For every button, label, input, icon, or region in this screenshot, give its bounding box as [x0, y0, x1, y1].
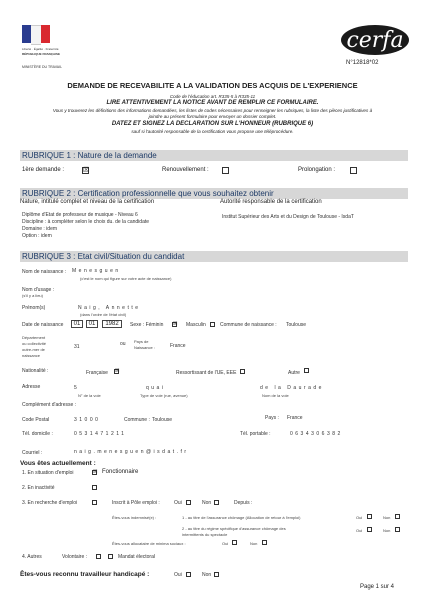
elected-checkbox[interactable]: [108, 554, 113, 559]
street-type-value[interactable]: quai: [146, 385, 166, 391]
job-seeking-label: 3. En recherche d'emploi: [22, 500, 78, 506]
logo-ministry: MINISTÈRE DU TRAVAIL: [22, 65, 63, 69]
commune-value[interactable]: Toulouse: [152, 417, 173, 423]
intro-line-2: joindre au présent formulaire pour envoyer un dossier complet.: [148, 114, 277, 119]
indemn1-yes-checkbox[interactable]: [367, 514, 372, 519]
first-name-value[interactable]: Naig, Annette: [78, 305, 141, 311]
indemn1-yes-label: Oui: [356, 515, 363, 520]
page-number: Page 1 sur 4: [360, 584, 395, 590]
disabled-worker-label: Êtes-vous reconnu travailleur handicapé :: [20, 571, 150, 578]
dob-label: Date de naissance: [22, 322, 64, 328]
sign-instruction-sub: sauf si l'autorité responsable de la certification vous propose une téléprocédure.: [131, 129, 294, 134]
certification-line-2: Discipline : à compléter selon le choix du. de la candidate: [22, 219, 150, 225]
nationality-value: Française: [86, 370, 108, 376]
logo-republic: RÉPUBLIQUE FRANÇAISE: [22, 52, 61, 56]
indemnified-option-2a: 2 - au titre du régime spécifique d'assurance chômage des: [182, 526, 286, 531]
street-name-hint: Nom de la voie: [262, 393, 289, 398]
other-nationality-checkbox[interactable]: [304, 368, 309, 373]
dob-day[interactable]: 01: [71, 320, 83, 328]
sign-instruction: DATEZ ET SIGNEZ LA DECLARATION SUR L'HONNEUR (RUBRIQUE 6): [111, 121, 314, 127]
birth-name-hint: (c'est le nom qui figure sur votre acte de naissance): [80, 276, 172, 281]
disabled-yes-checkbox[interactable]: [186, 572, 191, 577]
commune-label: Commune :: [124, 417, 150, 423]
cerfa-number: N°12818*02: [346, 60, 379, 66]
first-name-hint: (dans l'ordre de l'état civil): [80, 312, 127, 317]
volunteer-checkbox[interactable]: [96, 554, 101, 559]
dept-label-4: naissance: [22, 353, 41, 358]
employed-checkbox[interactable]: ☒: [93, 469, 98, 475]
rubrique-2-heading: RUBRIQUE 2 : Certification professionnelle que vous souhaitez obtenir: [20, 188, 408, 199]
extension-checkbox[interactable]: [350, 167, 357, 174]
renewal-checkbox[interactable]: [222, 167, 229, 174]
dob-year[interactable]: 1982: [102, 320, 122, 328]
disabled-no-label: Non: [202, 572, 212, 578]
pole-no-checkbox[interactable]: [214, 500, 219, 505]
job-seeking-checkbox[interactable]: [92, 500, 97, 505]
minima-label: Êtes-vous allocataire de minima sociaux :: [112, 541, 186, 546]
inactive-checkbox[interactable]: [92, 485, 97, 490]
mobile-phone-label: Tél. portable :: [240, 431, 271, 437]
address-label: Adresse: [22, 384, 41, 390]
indemn1-no-label: Non: [383, 515, 391, 520]
disabled-yes-label: Oui: [174, 572, 182, 578]
first-name-label: Prénom(s): [22, 305, 46, 311]
sex-male-checkbox[interactable]: [210, 322, 215, 327]
street-number-hint: N° de la voie: [78, 393, 101, 398]
country-value[interactable]: France: [170, 343, 186, 349]
certification-line-1: Diplôme d'Etat de professeur de musique - Niveau 6: [22, 212, 138, 218]
birth-town-value[interactable]: Toulouse: [286, 322, 307, 328]
other-situation-label: 4. Autres: [22, 554, 42, 560]
certification-line-3: Domaine : idem: [22, 226, 58, 232]
pole-yes-label: Oui: [174, 500, 182, 506]
rubrique-1-heading: RUBRIQUE 1 : Nature de la demande: [20, 150, 408, 161]
dept-label-3: outre-mer de: [22, 347, 45, 352]
postal-code-value[interactable]: 31000: [74, 417, 101, 423]
birth-town-label: Commune de naissance :: [220, 322, 277, 328]
pole-emploi-label: Inscrit à Pôle emploi :: [112, 500, 160, 506]
indemnified-label: Êtes-vous indemnisé(e) :: [112, 515, 157, 520]
street-number-value[interactable]: 5: [74, 385, 77, 391]
elected-label: Mandat électoral: [118, 554, 155, 560]
dob-month[interactable]: 01: [86, 320, 98, 328]
dept-label-2: ou collectivité: [22, 341, 47, 346]
first-request-checkbox[interactable]: ☒: [83, 167, 90, 174]
home-phone-value[interactable]: 0531471211: [74, 431, 127, 437]
indemn1-no-checkbox[interactable]: [395, 514, 400, 519]
disabled-no-checkbox[interactable]: [214, 572, 219, 577]
authority-column-label: Autorité responsable de la certification: [220, 199, 322, 205]
intro-line-1: Vous y trouverez les définitions des informations demandées, les listes de codes nécessaires pour renseigner les rubriques, la liste des pièces justificatives à: [52, 108, 373, 113]
country-label-1: Pays de: [134, 339, 149, 344]
pole-yes-checkbox[interactable]: [186, 500, 191, 505]
renewal-label: Renouvellement :: [162, 167, 209, 173]
or-label: ou: [120, 341, 126, 347]
employed-label: 1. En situation d'emploi: [22, 470, 74, 476]
french-flag-icon: [22, 25, 50, 43]
notice-line: LIRE ATTENTIVEMENT LA NOTICE AVANT DE REMPLIR CE FORMULAIRE.: [106, 100, 319, 106]
postal-code-label: Code Postal: [22, 417, 50, 423]
usage-name-hint: (s'il y a lieu): [22, 293, 43, 298]
dept-value[interactable]: 31: [74, 344, 80, 350]
cerfa-logo: cerfa: [341, 25, 409, 55]
sex-male-label: Masculin: [186, 322, 206, 328]
indemn2-no-checkbox[interactable]: [395, 527, 400, 532]
birth-name-value[interactable]: Menesguen: [72, 268, 121, 274]
street-name-value[interactable]: de la Daurade: [260, 385, 324, 391]
code-reference: Code de l'éducation art. R335-5 à R335-11: [169, 94, 256, 99]
dept-label-1: Département: [22, 335, 46, 340]
minima-no-checkbox[interactable]: [262, 540, 267, 545]
rubrique-3-heading: RUBRIQUE 3 : Etat civil/Situation du candidat: [20, 251, 408, 262]
currently-heading: Vous êtes actuellement :: [20, 460, 96, 467]
email-label: Courriel :: [22, 450, 43, 456]
volunteer-label: Volontaire :: [62, 554, 88, 560]
certification-column-label: Nature, intitulé complet et niveau de la certification: [20, 199, 155, 205]
minima-no-label: Non: [250, 541, 258, 546]
mobile-phone-value[interactable]: 0634306382: [290, 431, 343, 437]
inactive-label: 2. En inactivité: [22, 485, 55, 491]
eu-label: Ressortissant de l'UE, EEE: [176, 370, 237, 376]
minima-yes-label: Oui: [222, 541, 229, 546]
first-request-label: 1ère demande :: [22, 167, 65, 173]
birth-name-label: Nom de naissance :: [22, 269, 67, 275]
certification-line-4: Option : idem: [22, 233, 52, 239]
eu-checkbox[interactable]: [240, 369, 245, 374]
indemn2-yes-label: Oui: [356, 528, 363, 533]
indemnified-option-1: 1 - au titre de l'assurance chômage (Allocation de retour à l'emploi): [182, 515, 301, 520]
sex-female-checkbox[interactable]: ☒: [173, 321, 178, 327]
address-complement-label: Complément d'adresse :: [22, 402, 77, 408]
country-label-2: Naissance :: [134, 345, 155, 350]
nationality-label: Nationalité :: [22, 368, 49, 374]
sex-female-label: Sexe : Féminin: [130, 322, 164, 328]
pole-no-label: Non: [202, 500, 212, 506]
indemn2-no-label: Non: [383, 528, 391, 533]
extension-label: Prolongation :: [298, 167, 336, 173]
since-label: Depuis :: [234, 500, 253, 506]
republique-logo: [22, 25, 80, 71]
other-nationality-label: Autre: [288, 370, 300, 376]
certification-authority: Institut Supérieur des Arts et du Design de Toulouse - IsdaT: [222, 214, 354, 220]
country-address-label: Pays :: [265, 415, 279, 421]
usage-name-label: Nom d'usage :: [22, 287, 55, 293]
logo-motto: Liberté · Égalité · Fraternité: [22, 47, 59, 51]
country-address-value[interactable]: France: [287, 415, 303, 421]
email-value[interactable]: naig.menesguen@isdat.fr: [74, 449, 189, 455]
minima-yes-checkbox[interactable]: [232, 540, 237, 545]
employed-value: Fonctionnaire: [102, 469, 139, 475]
indemn2-yes-checkbox[interactable]: [367, 527, 372, 532]
street-type-hint: Type de voie (rue, avenue): [140, 393, 188, 398]
nationality-french-checkbox[interactable]: ☒: [115, 368, 120, 374]
form-title: DEMANDE DE RECEVABILITE A LA VALIDATION DES ACQUIS DE L'EXPERIENCE: [67, 81, 358, 90]
home-phone-label: Tél. domicile :: [22, 431, 53, 437]
indemnified-option-2b: intermittents du spectacle: [182, 532, 228, 537]
